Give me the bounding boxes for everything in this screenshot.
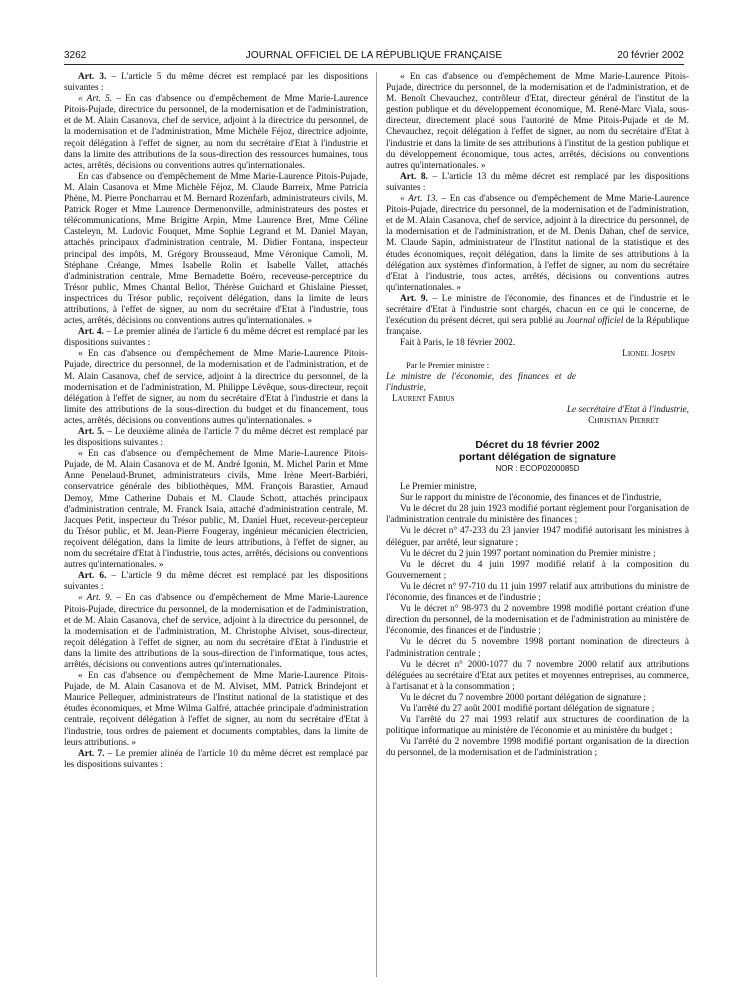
- article-text: – Le premier alinéa de l'article 10 du même décret est remplacé par les dispositions suivantes :: [64, 748, 369, 770]
- article-3-intro: [64, 72, 368, 94]
- nor-reference: NOR : ECOP0200085D: [495, 464, 580, 473]
- article-8-para-1: [386, 194, 689, 294]
- article-label: Art. 6.: [78, 571, 107, 582]
- article-text: – En cas d'absence ou d'empêchement de Mme Marie-Laurence Pitois-Pujade, directrice du personnel, de la modernisation et de l'administration, et de M. Alain Casanova, chef de service, adjoint à la directrice du personnel, de la modernisation et de l'administration, M. Christophe Alviset, sous-directeur, reçoit délégation à l'effet de signer, au nom du secrétaire d'Etat à l'industrie et dans la limite des attributions de la sous-direction de l'informatique, tous actes, arrêtés, décisions ou conventions autres qu'internationales.: [64, 593, 368, 670]
- article-text: – Le ministre de l'économie, des finances et de l'industrie et le secrétaire d'Etat à l'industrie sont chargés, chacun en ce qui le concerne, de l'exécution du présent décret, qui sera publié au: [386, 293, 689, 327]
- page-header: [64, 50, 684, 64]
- signer-secretary: Christian Pierret: [588, 415, 659, 426]
- decree-visa: Vu le décret n° 97-710 du 11 juin 1997 relatif aux attributions du ministre de l'économie, des finances et de l'industrie ;: [386, 581, 689, 604]
- article-7-para-1: « En cas d'absence ou d'empêchement de Mme Marie-Laurence Pitois-Pujade, directrice du personnel, de la modernisation et de l'administration, et de M. Benoît Chevauchez, contrôleur d'Etat, directeur général de l'institut de la gestion publique et du développement économique, M. René-Marc Viala, sous-directeur, directement placé sous l'autorité de Mme Pitois-Pujade et de M. Chevauchez, reçoit délégation à l'effet de signer, au nom du secrétaire d'Etat à l'industrie et dans la limite de ses attributions à l'institut de la gestion publique et du développement économique, tous actes, arrêtés, décisions ou conventions autres qu'internationales. »: [386, 72, 689, 171]
- article-5-intro: [64, 427, 368, 449]
- header-rule: [64, 64, 684, 65]
- decree-visa: Vu le décret du 28 juin 1923 modifié portant règlement pour l'organisation de l'administration centrale du ministère des finances ;: [386, 504, 689, 526]
- article-3-para-1: [64, 94, 368, 172]
- decree-visa: Vu le décret du 2 juin 1997 portant nomination du Premier ministre ;: [400, 548, 656, 559]
- decree-visa: Vu le décret n° 2000-1077 du 7 novembre 2000 relatif aux attributions déléguées au secrétaire d'Etat aux petites et moyennes entreprises, au commerce, à l'artisanat et à la consommation ;: [386, 659, 689, 692]
- article-4-intro: [64, 327, 368, 349]
- par-le-premier-ministre: Par le Premier ministre :: [406, 360, 490, 371]
- article-5-para-1: « En cas d'absence ou d'empêchement de Mme Marie-Laurence Pitois-Pujade, de M. Alain Casanova et de M. André Igonin, M. Michel Parin et Mme Anne Penelaud-Brunet, administrateurs civils, Mme Irène Meert-Barbiéri, conservatrice générale des bibliothèques, MM. François Barastier, Arnaud Demoy, Mme Catherine Dubais et M. Claude Schott, attachés principaux d'administration centrale, M. Franck Isaia, attaché d'administration centrale, M. Jacques Petit, inspecteur du Trésor public, M. Daniel Huet, receveur-percepteur du Trésor public, et M. Jean-Pierre Fougeray, ingénieur mécanicien électricien, reçoivent délégation, dans la limite de leurs attributions, à l'effet de signer, au nom du secrétaire d'Etat à l'industrie, tous actes, arrêtés, décisions ou conventions autres qu'internationales. »: [64, 449, 368, 571]
- article-8-intro: [386, 172, 689, 194]
- article-9: [386, 294, 689, 338]
- right-column: [386, 72, 689, 759]
- article-6-intro: [64, 571, 368, 593]
- article-text: – En cas d'absence ou d'empêchement de Mme Marie-Laurence Pitois-Pujade, directrice du personnel, de la modernisation et de l'administration, et de M. Alain Casanova, chef de service, adjoint à la directrice du personnel, de la modernisation et de l'administration, Mme Michèle Féjoz, directrice adjointe, reçoit délégation à l'effet de signer, au nom du secrétaire d'Etat à l'industrie et dans la limite des attributions de la sous-direction des ressources humaines, tous actes, arrêtés, décisions ou conventions autres qu'internationales.: [64, 94, 368, 171]
- article-text: – L'article 13 du même décret est remplacé par les dispositions suivantes :: [386, 171, 689, 193]
- article-ref: « Art. 5.: [78, 94, 117, 105]
- article-label: Art. 8.: [400, 171, 428, 182]
- issue-date: 20 février 2002: [617, 50, 684, 61]
- article-7-intro: [64, 749, 368, 771]
- decree-visa: Sur le rapport du ministre de l'économie, des finances et de l'industrie,: [400, 493, 662, 504]
- left-column: [64, 72, 368, 771]
- article-text: – L'article 5 du même décret est remplacé par les dispositions suivantes :: [64, 72, 369, 94]
- article-text: – Le premier alinéa de l'article 6 du même décret est remplacé par les dispositions suivantes :: [64, 327, 369, 349]
- minister-title: Le ministre de l'économie, des finances et de l'industrie,: [386, 371, 576, 393]
- signer-minister: Laurent Fabius: [392, 393, 455, 404]
- article-6-para-2: « En cas d'absence ou d'empêchement de Mme Marie-Laurence Pitois-Pujade, de M. Alain Casanova et de M. Alviset, MM. Patrick Brindejont et Maurice Pellequer, administrateurs de l'Institut national de la statistique et des études économiques, et Mme Wilma Galfré, attachée principale d'administration centrale, reçoivent délégation à l'effet de signer, au nom du secrétaire d'Etat à l'industrie, tous ordres de paiement et documents comptables, dans la limite de leurs attributions. »: [64, 671, 368, 748]
- decree-title-line-1: Décret du 18 février 2002: [475, 439, 600, 451]
- decree-visa: Le Premier ministre,: [400, 482, 477, 493]
- article-text: – Le deuxième alinéa de l'article 7 du même décret est remplacé par les dispositions suivantes :: [64, 427, 369, 449]
- article-ref: « Art. 9.: [78, 593, 117, 604]
- article-3-para-2: En cas d'absence ou d'empêchement de Mme Marie-Laurence Pitois-Pujade, M. Alain Casanova et Mme Michèle Féjoz, M. Claude Barreix, Mme Patricia Phène, M. Pierre Poncharrau et M. Bernard Rozenfarb, administrateurs civils, M. Patrick Roger et Mme Laurence Dermenonville, administrateurs des postes et télécommunications, Mme Brigitte Arpin, Mme Laurence Bret, Mme Céline Casteleyn, M. Ludovic Fouquet, Mme Sophie Legrand et M. Daniel Mayan, attachés principaux d'administration centrale, M. Didier Fontana, inspecteur principal des impôts, M. Grégory Brousseaud, Mme Véronique Camoli, M. Stéphane Créange, Mmes Isabelle Rolin et Isabelle Vallet, attachés d'administration centrale, Mme Bernadette Boéro, receveuse-perceptrice du Trésor public, Mmes Chantal Bellot, Thérèse Guichard et Ghislaine Piesset, inspectrices du Trésor public, reçoivent délégation, dans la limite de leurs attributions, à l'effet de signer, au nom du secrétaire d'Etat à l'industrie, tous actes, arrêtés, décisions ou conventions autres qu'internationales. »: [64, 171, 368, 327]
- journal-name: Journal officiel: [566, 316, 624, 327]
- article-text: – En cas d'absence ou d'empêchement de Mme Marie-Laurence Pitois-Pujade, directrice du personnel, de la modernisation et de l'administration, et de M. Alain Casanova, chef de service, adjoint à la directrice du personnel, de la modernisation et de l'administration, et de M. Denis Dahan, chef de service, M. Claude Sapin, administrateur de l'Institut national de la statistique et des études économiques, reçoit délégation, dans la limite de ses attributions à la délégation aux systèmes d'information, à l'effet de signer, au nom du secrétaire d'Etat à l'industrie, tous actes, arrêtés, décisions ou conventions autres qu'internationales. »: [386, 194, 689, 293]
- decree-visa: Vu l'arrêté du 2 novembre 1998 modifié portant organisation de la direction du personnel, de la modernisation et de l'administration ;: [386, 737, 689, 759]
- decree-title: [386, 439, 689, 463]
- decree-title-line-2: portant délégation de signature: [459, 451, 616, 463]
- decree-visa: Vu le décret du 4 juin 1997 modifié relatif à la composition du Gouvernement ;: [386, 559, 689, 581]
- decree-visa: Vu l'arrêté du 27 août 2001 modifié portant délégation de signature ;: [400, 703, 655, 714]
- signer-prime-minister: Lionel Jospin: [622, 349, 675, 360]
- article-label: Art. 7.: [78, 748, 105, 759]
- article-4-para-1: « En cas d'absence ou d'empêchement de Mme Marie-Laurence Pitois-Pujade, directrice du personnel, de la modernisation et de l'administration, et de M. Alain Casanova, chef de service, adjoint à la directrice du personnel, de la modernisation et de l'administration, M. Philippe Lévêque, sous-directeur, reçoit délégation à l'effet de signer, au nom du secrétaire d'Etat à l'industrie et dans la limite des attributions de la sous-direction du budget et du financement, tous actes, arrêtés, décisions ou conventions autres qu'internationales. »: [64, 349, 368, 426]
- column-separator: [376, 72, 377, 977]
- journal-title: JOURNAL OFFICIEL DE LA RÉPUBLIQUE FRANÇAISE: [245, 50, 503, 61]
- secretary-title: Le secrétaire d'Etat à l'industrie,: [566, 404, 689, 415]
- article-text: – L'article 9 du même décret est remplacé par les dispositions suivantes :: [64, 571, 369, 593]
- decree-visa: Vu le décret n° 47-233 du 23 janvier 1947 modifié autorisant les ministres à déléguer, par arrêté, leur signature ;: [386, 526, 689, 548]
- decree-visa: Vu le décret du 7 novembre 2000 portant délégation de signature ;: [400, 692, 646, 703]
- page-number: 3262: [64, 50, 87, 61]
- article-text: de la République française.: [386, 316, 689, 338]
- decree-visa: Vu le décret du 5 novembre 1998 portant nomination de directeurs à l'administration centrale ;: [386, 637, 689, 659]
- article-label: Art. 4.: [78, 327, 104, 338]
- article-ref: « Art. 13.: [400, 194, 442, 205]
- article-label: Art. 5.: [78, 427, 105, 437]
- decree-visa: Vu le décret n° 98-973 du 2 novembre 1998 modifié portant création d'une direction du personnel, de la modernisation et de l'administration au ministère de l'économie, des finances et de l'industrie ;: [386, 604, 689, 637]
- article-6-para-1: [64, 593, 368, 671]
- article-label: Art. 3.: [78, 72, 107, 82]
- decree-visa: Vu l'arrêté du 27 mai 1993 relatif aux structures de coordination de la politique informatique au ministère de l'économie et au ministère du budget ;: [386, 715, 689, 737]
- signature-date: Fait à Paris, le 18 février 2002.: [400, 338, 516, 349]
- article-label: Art. 9.: [400, 293, 428, 304]
